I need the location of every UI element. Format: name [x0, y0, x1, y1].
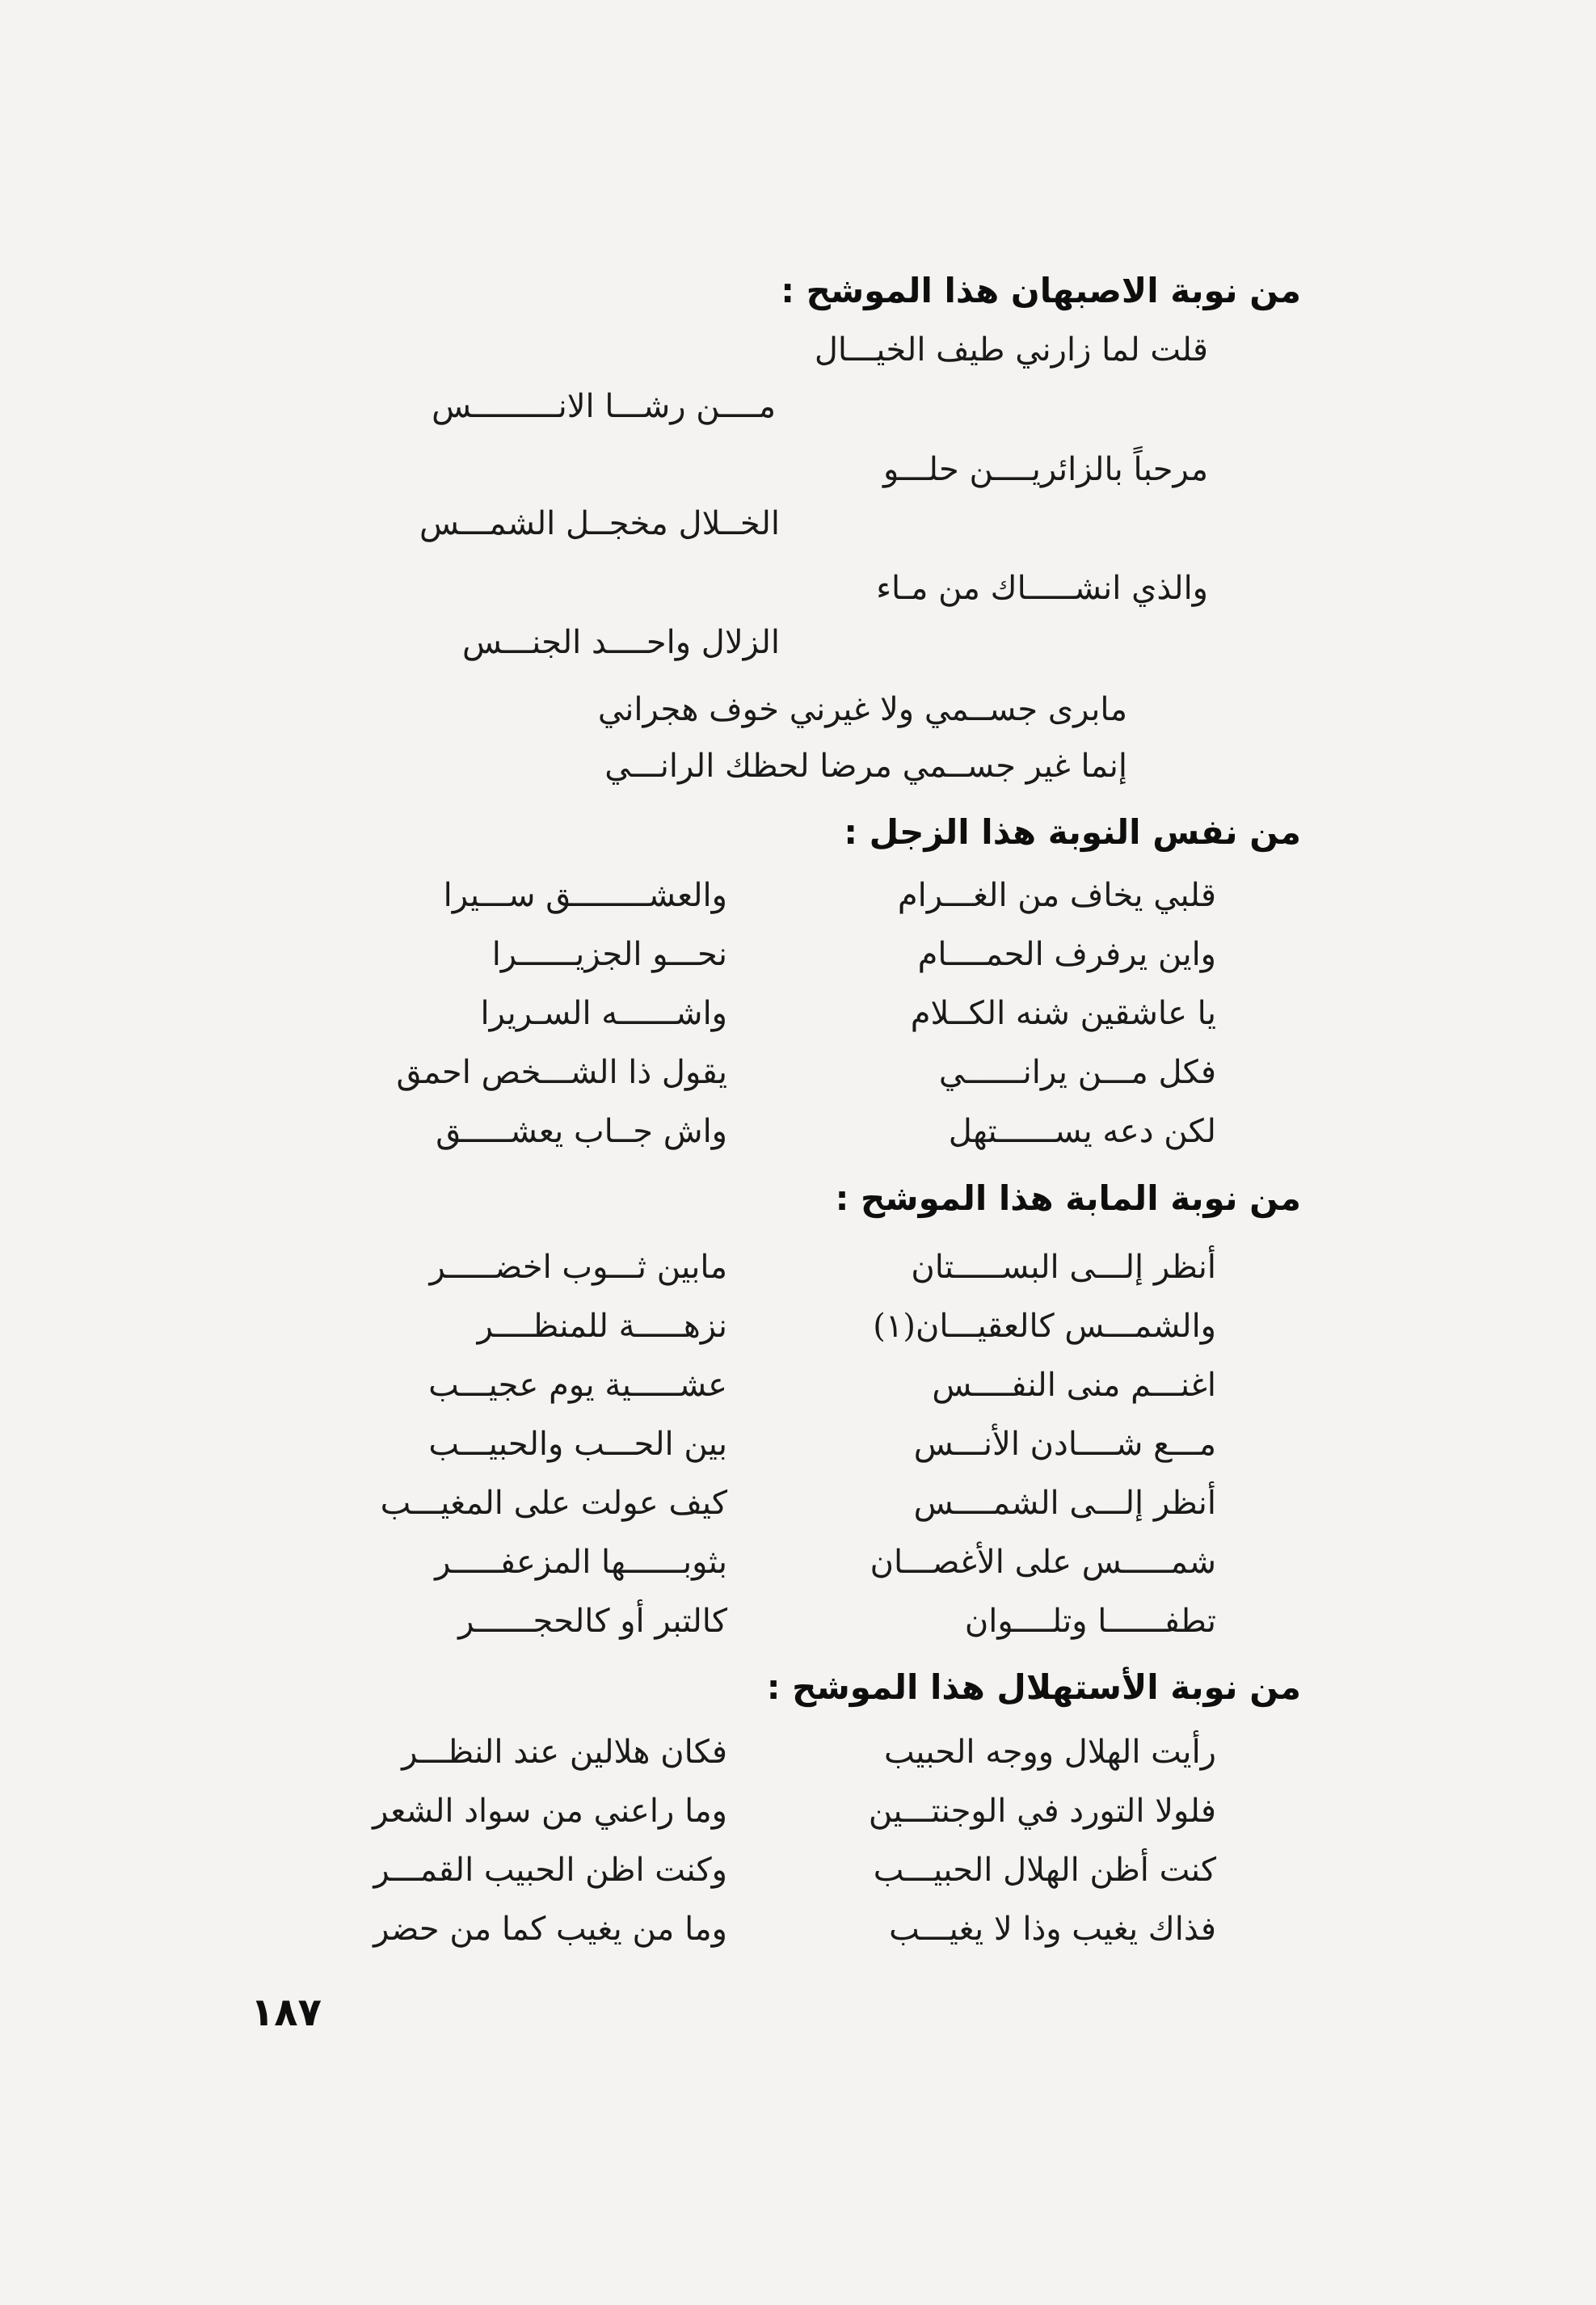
- verse-left: عشـــــية يوم عجيـــب: [428, 1367, 727, 1404]
- verse-right: واين يرفرف الحمــــام: [917, 936, 1216, 973]
- verse-left: يقول ذا الشـــخص احمق: [396, 1054, 727, 1091]
- verse-line: قلت لما زارني طيف الخيـــال: [814, 331, 1208, 369]
- verse-line: مرحباً بالزائريــــن حلـــو: [882, 451, 1208, 488]
- verse-left: نحـــو الجزيــــــرا: [491, 936, 727, 973]
- verse-right: فذاك يغيب وذا لا يغيـــب: [889, 1911, 1216, 1948]
- verse-right: اغنـــم منى النفــــس: [932, 1367, 1216, 1404]
- verse-left: نزهـــــة للمنظــــر: [477, 1308, 727, 1345]
- verse-left: وكنت اظن الحبيب القمـــر: [373, 1852, 727, 1889]
- verse-right: فلولا التورد في الوجنتـــين: [868, 1793, 1216, 1830]
- verse-left: كالتبر أو كالحجــــــر: [458, 1603, 727, 1640]
- verse-line: مابرى جســمي ولا غيرني خوف هجراني: [597, 691, 1127, 728]
- verse-right: والشمـــس كالعقيـــان(١): [873, 1308, 1216, 1345]
- verse-left: وما راعني من سواد الشعر: [373, 1793, 727, 1830]
- verse-left: وما من يغيب كما من حضر: [373, 1911, 727, 1948]
- verse-line: إنما غير جســمي مرضا لحظك الرانـــي: [604, 748, 1127, 785]
- verse-right: يا عاشقين شنه الكــلام: [910, 995, 1216, 1032]
- verse-right: قلبي يخاف من الغـــرام: [897, 877, 1216, 914]
- verse-line: والذي انشـــــاك من مـاء: [876, 570, 1208, 607]
- verse-right: تطفــــــا وتلــــوان: [964, 1603, 1216, 1640]
- verse-right: أنظر إلـــى الشمــــس: [913, 1485, 1216, 1522]
- section-heading-maya: من نوبة المابة هذا الموشح :: [835, 1178, 1301, 1218]
- verse-right: فكل مـــن يرانــــــي: [938, 1054, 1216, 1091]
- page-number: ١٨٧: [251, 1990, 322, 2035]
- verse-right: كنت أظن الهلال الحبيـــب: [873, 1852, 1216, 1889]
- verse-left: والعشــــــــق ســـيرا: [443, 877, 727, 914]
- verse-line: مــــن رشـــا الانـــــــــس: [432, 388, 776, 425]
- verse-line: الخــلال مخجــل الشمـــس: [419, 505, 780, 542]
- verse-left: فكان هلالين عند النظـــر: [402, 1734, 727, 1771]
- verse-left: بين الحـــب والحبيـــب: [428, 1426, 727, 1463]
- verse-right: لكن دعه يســــــتهل: [948, 1113, 1216, 1150]
- verse-left: واشــــــه السـريرا: [480, 995, 727, 1032]
- verse-left: بثوبــــــها المزعفـــــر: [435, 1544, 727, 1581]
- verse-line: الزلال واحــــد الجنـــس: [461, 624, 780, 661]
- section-heading-istihlal: من نوبة الأستهلال هذا الموشح :: [766, 1667, 1301, 1707]
- section-heading-zajal: من نفس النوبة هذا الزجل :: [844, 812, 1301, 852]
- section-heading-isbahan: من نوبة الاصبهان هذا الموشح :: [781, 271, 1301, 310]
- verse-left: واش جــاب يعشـــــق: [436, 1113, 727, 1150]
- verse-right: مـــع شــــادن الأنـــس: [913, 1426, 1216, 1463]
- verse-left: كيف عولت على المغيـــب: [380, 1485, 727, 1522]
- verse-left: مابين ثـــوب اخضـــــر: [429, 1249, 727, 1286]
- verse-right: أنظر إلـــى البســـــتان: [911, 1249, 1216, 1286]
- verse-right: شمـــــس على الأغصـــان: [870, 1544, 1216, 1581]
- verse-right: رأيت الهلال ووجه الحبيب: [884, 1734, 1216, 1771]
